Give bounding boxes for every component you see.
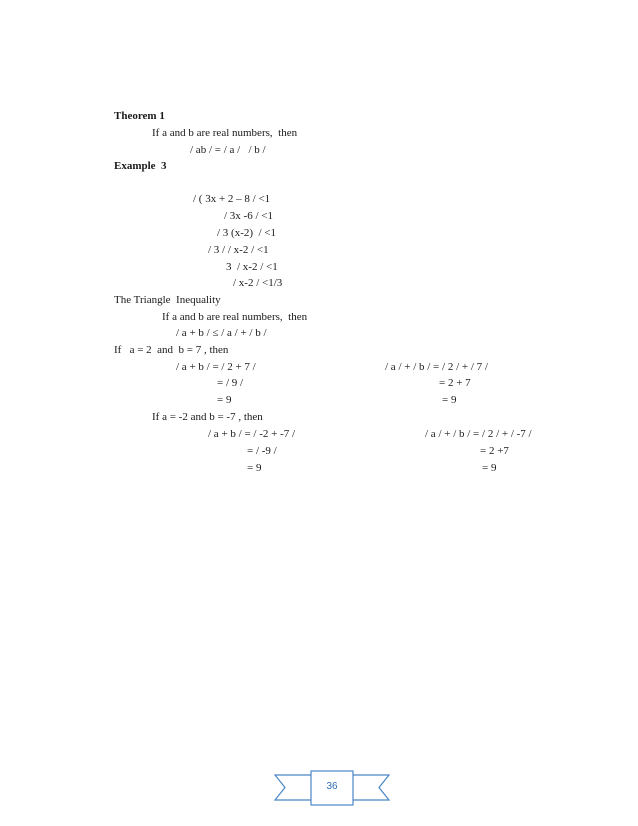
example-step: / 3 / / x-2 / <1: [208, 244, 269, 256]
case1-right-line: = 9: [442, 394, 457, 406]
theorem-statement: If a and b are real numbers, then: [152, 127, 298, 139]
triangle-formula: / a + b / ≤ / a / + / b /: [176, 327, 267, 339]
triangle-heading: The Triangle Inequality: [114, 294, 221, 306]
case1-right-line: / a / + / b / = / 2 / + / 7 /: [385, 361, 488, 373]
case1-left-line: = 9: [217, 394, 232, 406]
triangle-statement: If a and b are real numbers, then: [162, 311, 308, 323]
theorem-formula: / ab / = / a / / b /: [190, 144, 266, 156]
case2-intro: If a = -2 and b = -7 , then: [152, 411, 263, 423]
example-step: / 3 (x-2) / <1: [217, 227, 277, 239]
case1-right-line: = 2 + 7: [439, 377, 471, 389]
page-number: 36: [326, 781, 338, 792]
case2-right-line: / a / + / b / = / 2 / + / -7 /: [425, 428, 532, 440]
case1-left-line: / a + b / = / 2 + 7 /: [176, 361, 256, 373]
example-step: / 3x -6 / <1: [224, 210, 273, 222]
example-step: 3 / x-2 / <1: [226, 261, 278, 273]
case2-left-line: = 9: [247, 462, 262, 474]
case2-right-line: = 2 +7: [480, 445, 509, 457]
theorem-heading: Theorem 1: [114, 110, 165, 122]
case2-left-line: = / -9 /: [247, 445, 277, 457]
example-step: / ( 3x + 2 – 8 / <1: [193, 193, 271, 205]
example-step: / x-2 / <1/3: [233, 277, 283, 289]
case1-intro: If a = 2 and b = 7 , then: [114, 344, 229, 356]
case1-left-line: = / 9 /: [217, 377, 244, 389]
page-number-banner: [273, 768, 391, 808]
case2-left-line: / a + b / = / -2 + -7 /: [208, 428, 296, 440]
case2-right-line: = 9: [482, 462, 497, 474]
example-heading: Example 3: [114, 160, 167, 172]
